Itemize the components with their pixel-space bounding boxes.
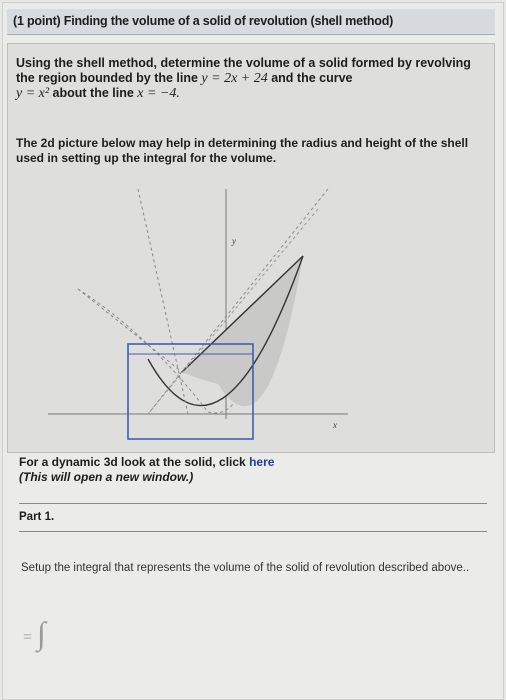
dashed-line-1 bbox=[138, 189, 188, 414]
dashed-line-4 bbox=[78, 289, 182, 372]
question-box bbox=[7, 43, 495, 453]
divider-bottom bbox=[19, 531, 487, 532]
y-axis-label: y bbox=[232, 236, 236, 246]
dynamic-3d-note bbox=[19, 455, 489, 485]
solid-diagram bbox=[48, 184, 358, 430]
axis-equation: x = −4. bbox=[137, 86, 180, 101]
divider-top bbox=[19, 503, 487, 504]
x-axis-label: x bbox=[333, 420, 337, 430]
shaded-region bbox=[182, 256, 303, 406]
equals-sign: = bbox=[23, 629, 33, 646]
dynamic-text: For a dynamic 3d look at the solid, click bbox=[19, 455, 250, 469]
curve-equation: y = x² bbox=[16, 86, 50, 101]
question-part3: about the line bbox=[49, 86, 138, 100]
part-label: Part 1. bbox=[19, 511, 55, 523]
integral-icon: ∫ bbox=[37, 615, 46, 651]
new-window-note: (This will open a new window.) bbox=[19, 470, 194, 484]
question-part2: and the curve bbox=[267, 71, 353, 85]
hint-text: The 2d picture below may help in determining the radius and height of the shell used in setting up the integral for the volume. bbox=[16, 136, 469, 165]
question-part1: Using the shell method, determine the volume of a solid formed by revolving the region bounded by the line bbox=[16, 56, 471, 85]
page bbox=[2, 2, 504, 700]
line-equation: y = 2x + 24 bbox=[201, 71, 268, 86]
answer-input[interactable] bbox=[21, 615, 81, 661]
setup-instructions: Setup the integral that represents the volume of the solid of revolution described above.. bbox=[21, 562, 470, 574]
problem-title: (1 point) Finding the volume of a solid of revolution (shell method) bbox=[7, 9, 495, 35]
here-link[interactable]: here bbox=[249, 455, 275, 469]
question-text bbox=[16, 56, 486, 101]
